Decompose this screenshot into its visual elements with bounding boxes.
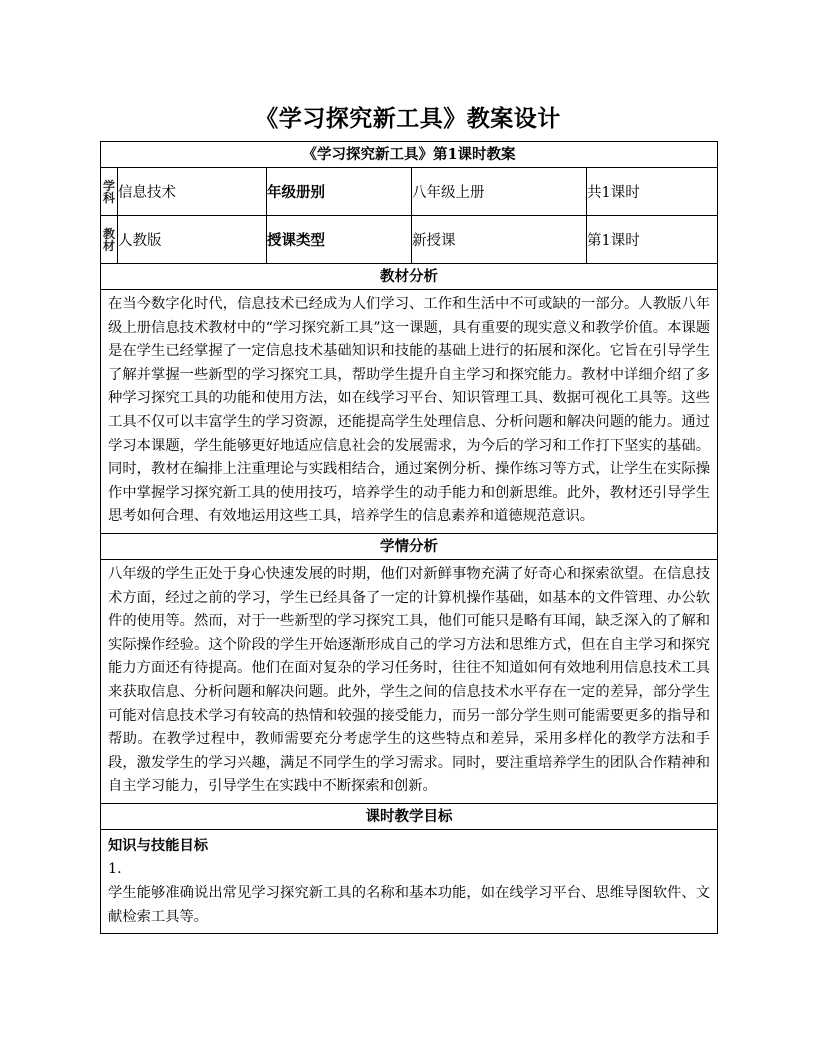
lesson-number-value: 第1课时 — [587, 216, 718, 264]
textbook-analysis-row — [101, 290, 718, 534]
textbook-value: 人教版 — [118, 216, 267, 264]
textbook-analysis-heading-row — [101, 264, 718, 290]
lesson-heading: 《学习探究新工具》第1课时教案 — [101, 142, 718, 168]
lesson-plan-table — [100, 141, 718, 934]
student-analysis-text: 八年级的学生正处于身心快速发展的时期，他们对新鲜事物充满了好奇心和探索欲望。在信息技术方面，经过之前的学习，学生已经具备了一定的计算机操作基础，如基本的文件管理、办公软件的使用等。然而，对于一些新型的学习探究工具，他们可能只是略有耳闻，缺乏深入的了解和实际操作经验。这个阶段的学生开始逐渐形成自己的学习方法和思维方式，但在自主学习和探究能力方面还有待提高。他们在面对复杂的学习任务时，往往不知道如何有效地利用信息技术工具来获取信息、分析问题和解决问题。此外，学生之间的信息技术水平存在一定的差异，部分学生可能对信息技术学习有较高的热情和较强的接受能力，而另一部分学生则可能需要更多的指导和帮助。在教学过程中，教师需要充分考虑学生的这些特点和差异，采用多样化的教学方法和手段，激发学生的学习兴趣，满足不同学生的学习需求。同时，要注重培养学生的团队合作精神和自主学习能力，引导学生在实践中不断探索和创新。 — [101, 559, 718, 803]
side-label-textbook: 教材 — [101, 216, 118, 264]
objectives-heading-row — [101, 803, 718, 829]
objective-item-number: 1. — [108, 861, 122, 878]
student-analysis-heading: 学情分析 — [101, 533, 718, 559]
objectives-cell — [101, 829, 718, 933]
grade-label: 年级册别 — [267, 168, 412, 216]
textbook-analysis-text: 在当今数字化时代，信息技术已经成为人们学习、工作和生活中不可或缺的一部分。人教版八年级上册信息技术教材中的“学习探究新工具”这一课题，具有重要的现实意义和教学价值。本课题是在学生已经掌握了一定信息技术基础知识和技能的基础上进行的拓展和深化。它旨在引导学生了解并掌握一些新型的学习探究工具，帮助学生提升自主学习和探究能力。教材中详细介绍了多种学习探究工具的功能和使用方法，如在线学习平台、知识管理工具、数据可视化工具等。这些工具不仅可以丰富学生的学习资源，还能提高学生处理信息、分析问题和解决问题的能力。通过学习本课题，学生能够更好地适应信息社会的发展需求，为今后的学习和工作打下坚实的基础。同时，教材在编排上注重理论与实践相结合，通过案例分析、操作练习等方式，让学生在实际操作中掌握学习探究新工具的使用技巧，培养学生的动手能力和创新思维。此外，教材还引导学生思考如何合理、有效地运用这些工具，培养学生的信息素养和道德规范意识。 — [101, 290, 718, 534]
objectives-row — [101, 829, 718, 933]
lesson-heading-row — [101, 142, 718, 168]
info-row-subject — [101, 168, 718, 216]
objective-item-text: 学生能够准确说出常见学习探究新工具的名称和基本功能，如在线学习平台、思维导图软件、文献检索工具等。 — [108, 885, 711, 925]
subject-value: 信息技术 — [118, 168, 267, 216]
grade-value: 八年级上册 — [412, 168, 587, 216]
objectives-heading: 课时教学目标 — [101, 803, 718, 829]
document-title: 《学习探究新工具》教案设计 — [255, 105, 561, 132]
lesson-type-label: 授课类型 — [267, 216, 412, 264]
knowledge-skills-subheading: 知识与技能目标 — [108, 837, 209, 854]
student-analysis-heading-row — [101, 533, 718, 559]
side-label-subject: 学科 — [101, 168, 118, 216]
lesson-type-value: 新授课 — [412, 216, 587, 264]
info-row-textbook — [101, 216, 718, 264]
student-analysis-row — [101, 559, 718, 803]
total-hours-value: 共1课时 — [587, 168, 718, 216]
textbook-analysis-heading: 教材分析 — [101, 264, 718, 290]
